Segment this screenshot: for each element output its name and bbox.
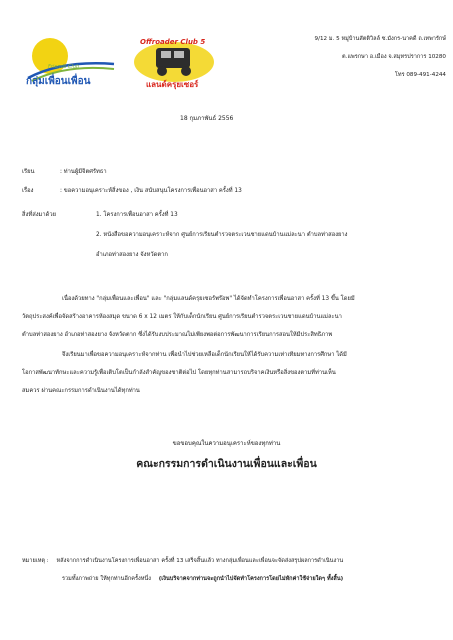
attachment-item-2-cont: อำเภอท่าสองยาง จังหวัดตาก	[96, 252, 168, 258]
paragraph-2-line-3: สมควร ผ่านคณะกรรมการดำเนินงานได้ทุกท่าน	[22, 388, 140, 394]
attachment-item-2: 2. หนังสือขอความอนุเคราะห์จาก ศูนย์การเรียนตำรวจตระเวนชายแดนบ้านแม่ละนา ตำบลท่าสองยาง	[96, 232, 348, 238]
left-logo-sub: Friends Club	[48, 64, 80, 70]
right-logo-title: Offroader Club 5	[140, 38, 206, 46]
attachment-item-1: 1. โครงการเพื่อนอาสา ครั้งที่ 13	[96, 212, 178, 218]
subject-label: เรื่อง	[22, 188, 34, 194]
paragraph-2-line-1: จึงเรียนมาเพื่อขอความอนุเคราะห์จากท่าน เพื่อนำไปช่วยเหลือเด็กนักเรียนให้ได้รับความเท่าเทียมทางการศึกษา ได้มี	[62, 352, 347, 358]
to-label: เรียน	[22, 169, 35, 175]
paragraph-2-line-2: โอกาสพัฒนาทักษะและความรู้เพื่อเติบโตเป็นกำลังสำคัญของชาติต่อไป โดยทุกท่านสามารถบริจาคเงินหรือสิ่งของตามที่ท่านเห็น	[22, 370, 336, 376]
note-line-1: หลังจากการดำเนินงานโครงการเพื่อนอาสา ครั้งที่ 13 เสร็จสิ้นแล้ว ทางกลุ่มเพื่อนและเพื่อนจะจัดส่งสรุปผลการดำเนินงาน	[56, 558, 344, 564]
body-paragraph-1	[22, 290, 442, 344]
right-logo-sub: แลนด์ครุยเซอร์	[146, 80, 199, 89]
committee-signature: คณะกรรมการดำเนินงานเพื่อนและเพื่อน	[136, 458, 317, 470]
note-label: หมายเหตุ :	[22, 558, 49, 564]
paragraph-1-line-3: ตำบลท่าสองยาง อำเภอท่าสองยาง จังหวัดตาก ซึ่งได้รับงบประมาณไม่เพียงพอต่อการพัฒนาการเรียนการสอนให้มีประสิทธิภาพ	[22, 332, 333, 338]
address-line-2: ต.แพรกษา อ.เมือง จ.สมุทรปราการ 10280	[342, 54, 446, 60]
address-line-1: 9/12 ม. 5 หมู่บ้านสัตติวิลล์ ซ.มังกร-นาคดี ถ.เทพารักษ์	[314, 36, 446, 42]
to-value: : ท่านผู้มีจิตศรัทธา	[60, 169, 107, 175]
note-line-2: รวมทั้งภาพถ่าย ให้ทุกท่านอีกครั้งหนึ่ง	[62, 576, 151, 582]
paragraph-1-line-1: เนื่องด้วยทาง "กลุ่มเพื่อนและเพื่อน" และ "กลุ่มแลนด์ครุยเซอร์พร๊อพ" ได้จัดทำโครงการเพื่อนอาสา ครั้งที่ 13 ขึ้น โดยมี	[62, 296, 355, 302]
paragraph-1-line-2: วัตถุประสงค์เพื่อจัดสร้างอาคารห้องสมุด ขนาด 6 x 12 เมตร ให้กับเด็กนักเรียน ศูนย์การเรียนตำรวจตระเวนชายแดนบ้านแม่ละนา	[22, 314, 342, 320]
friends-club-logo	[22, 34, 120, 90]
attachments-label: สิ่งที่ส่งมาด้วย	[22, 212, 57, 218]
left-logo-text: กลุ่มเพื่อนเพื่อน	[26, 76, 91, 87]
offroader-club-logo	[132, 34, 216, 90]
closing-thanks: ขอขอบคุณในความอนุเคราะห์ของทุกท่าน	[172, 440, 281, 447]
sender-address	[258, 30, 446, 84]
footnote	[22, 552, 447, 588]
note-line-2-bold: (เงินบริจาคจากท่านจะถูกนำไปจัดทำโครงการโดยไม่หักค่าใช้จ่ายใดๆ ทั้งสิ้น)	[158, 576, 344, 582]
address-phone: โทร 089-491-4244	[394, 72, 446, 78]
body-paragraph-2	[22, 346, 442, 400]
letter-date: 18 กุมภาพันธ์ 2556	[180, 115, 234, 122]
subject-value: : ขอความอนุเคราะห์สิ่งของ , เงิน สนับสนุนโครงการเพื่อนอาสา ครั้งที่ 13	[60, 188, 242, 194]
